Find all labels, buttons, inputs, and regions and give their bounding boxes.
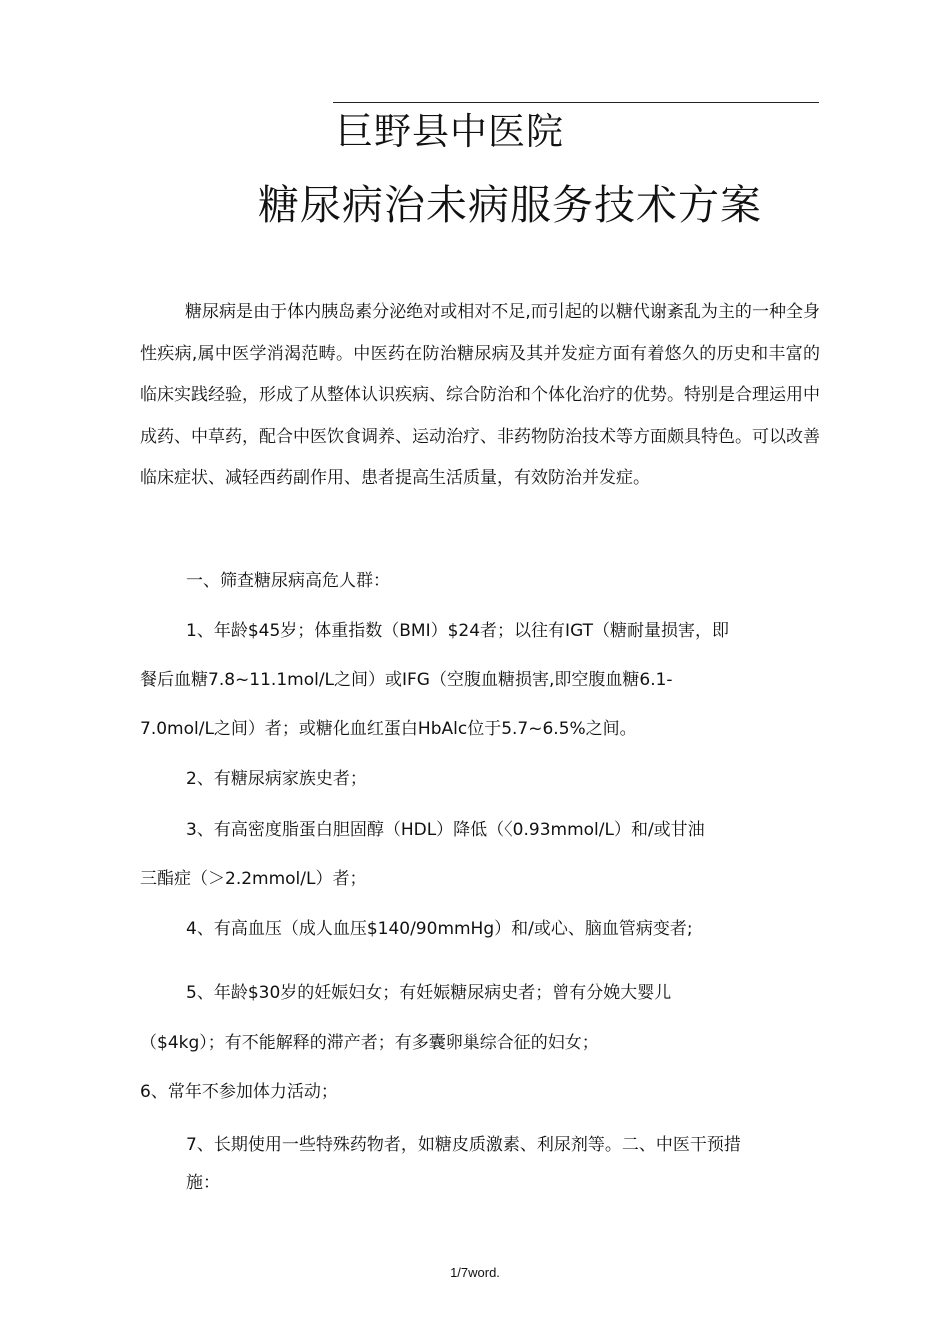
item1-line1: 1、年龄$45岁；体重指数（BMI）$24者；以往有IGT（糖耐量损害，即 bbox=[186, 621, 730, 641]
item5-line1: 5、年龄$30岁的妊娠妇女；有妊娠糖尿病史者；曾有分娩大婴儿 bbox=[186, 983, 672, 1003]
header-rule bbox=[333, 102, 819, 103]
item3-line1: 3、有高密度脂蛋白胆固醇（HDL）降低（〈0.93mmol/L）和/或甘油 bbox=[186, 820, 705, 840]
page-footer: 1/7word. bbox=[450, 1265, 500, 1280]
item3-line2: 三酯症（＞2.2mmol/L）者； bbox=[140, 869, 367, 889]
item1-line3: 7.0mol/L之间）者；或糖化血红蛋白HbAlc位于5.7~6.5%之间。 bbox=[140, 719, 637, 739]
intro-paragraph: 糖尿病是由于体内胰岛素分泌绝对或相对不足,而引起的以糖代谢紊乱为主的一种全身性疾病,属中医学消渴范畴。中医药在防治糖尿病及其并发症方面有着悠久的历史和丰富的临床实践经验，形成了从整体认识疾病、综合防治和个体化治疗的优势。特别是合理运用中成药、中草药，配合中医饮食调养、运动治疗、非药物防治技术等方面颇具特色。可以改善临床症状、减轻西药副作用、患者提高生活质量，有效防治并发症。 bbox=[140, 302, 820, 488]
item5-line2: （$4kg）；有不能解释的滞产者；有多囊卵巢综合征的妇女； bbox=[140, 1033, 599, 1053]
item7-line1: 7、长期使用一些特殊药物者，如糖皮质激素、利尿剂等。二、中医干预措 bbox=[186, 1135, 741, 1155]
item7-line2: 施： bbox=[186, 1173, 220, 1193]
item1-line2: 餐后血糖7.8~11.1mol/L之间）或IFG（空腹血糖损害,即空腹血糖6.1- bbox=[140, 670, 673, 690]
item4-text: 4、有高血压（成人血压$140/90mmHg）和/或心、脑血管病变者; bbox=[186, 919, 693, 939]
section1-heading: 一、筛查糖尿病高危人群： bbox=[186, 571, 390, 591]
document-title: 糖尿病治未病服务技术方案 bbox=[258, 181, 762, 229]
item2-text: 2、有糖尿病家族史者； bbox=[186, 769, 367, 789]
item6-text: 6、常年不参加体力活动； bbox=[140, 1082, 338, 1102]
hospital-name-title: 巨野县中医院 bbox=[336, 110, 564, 153]
